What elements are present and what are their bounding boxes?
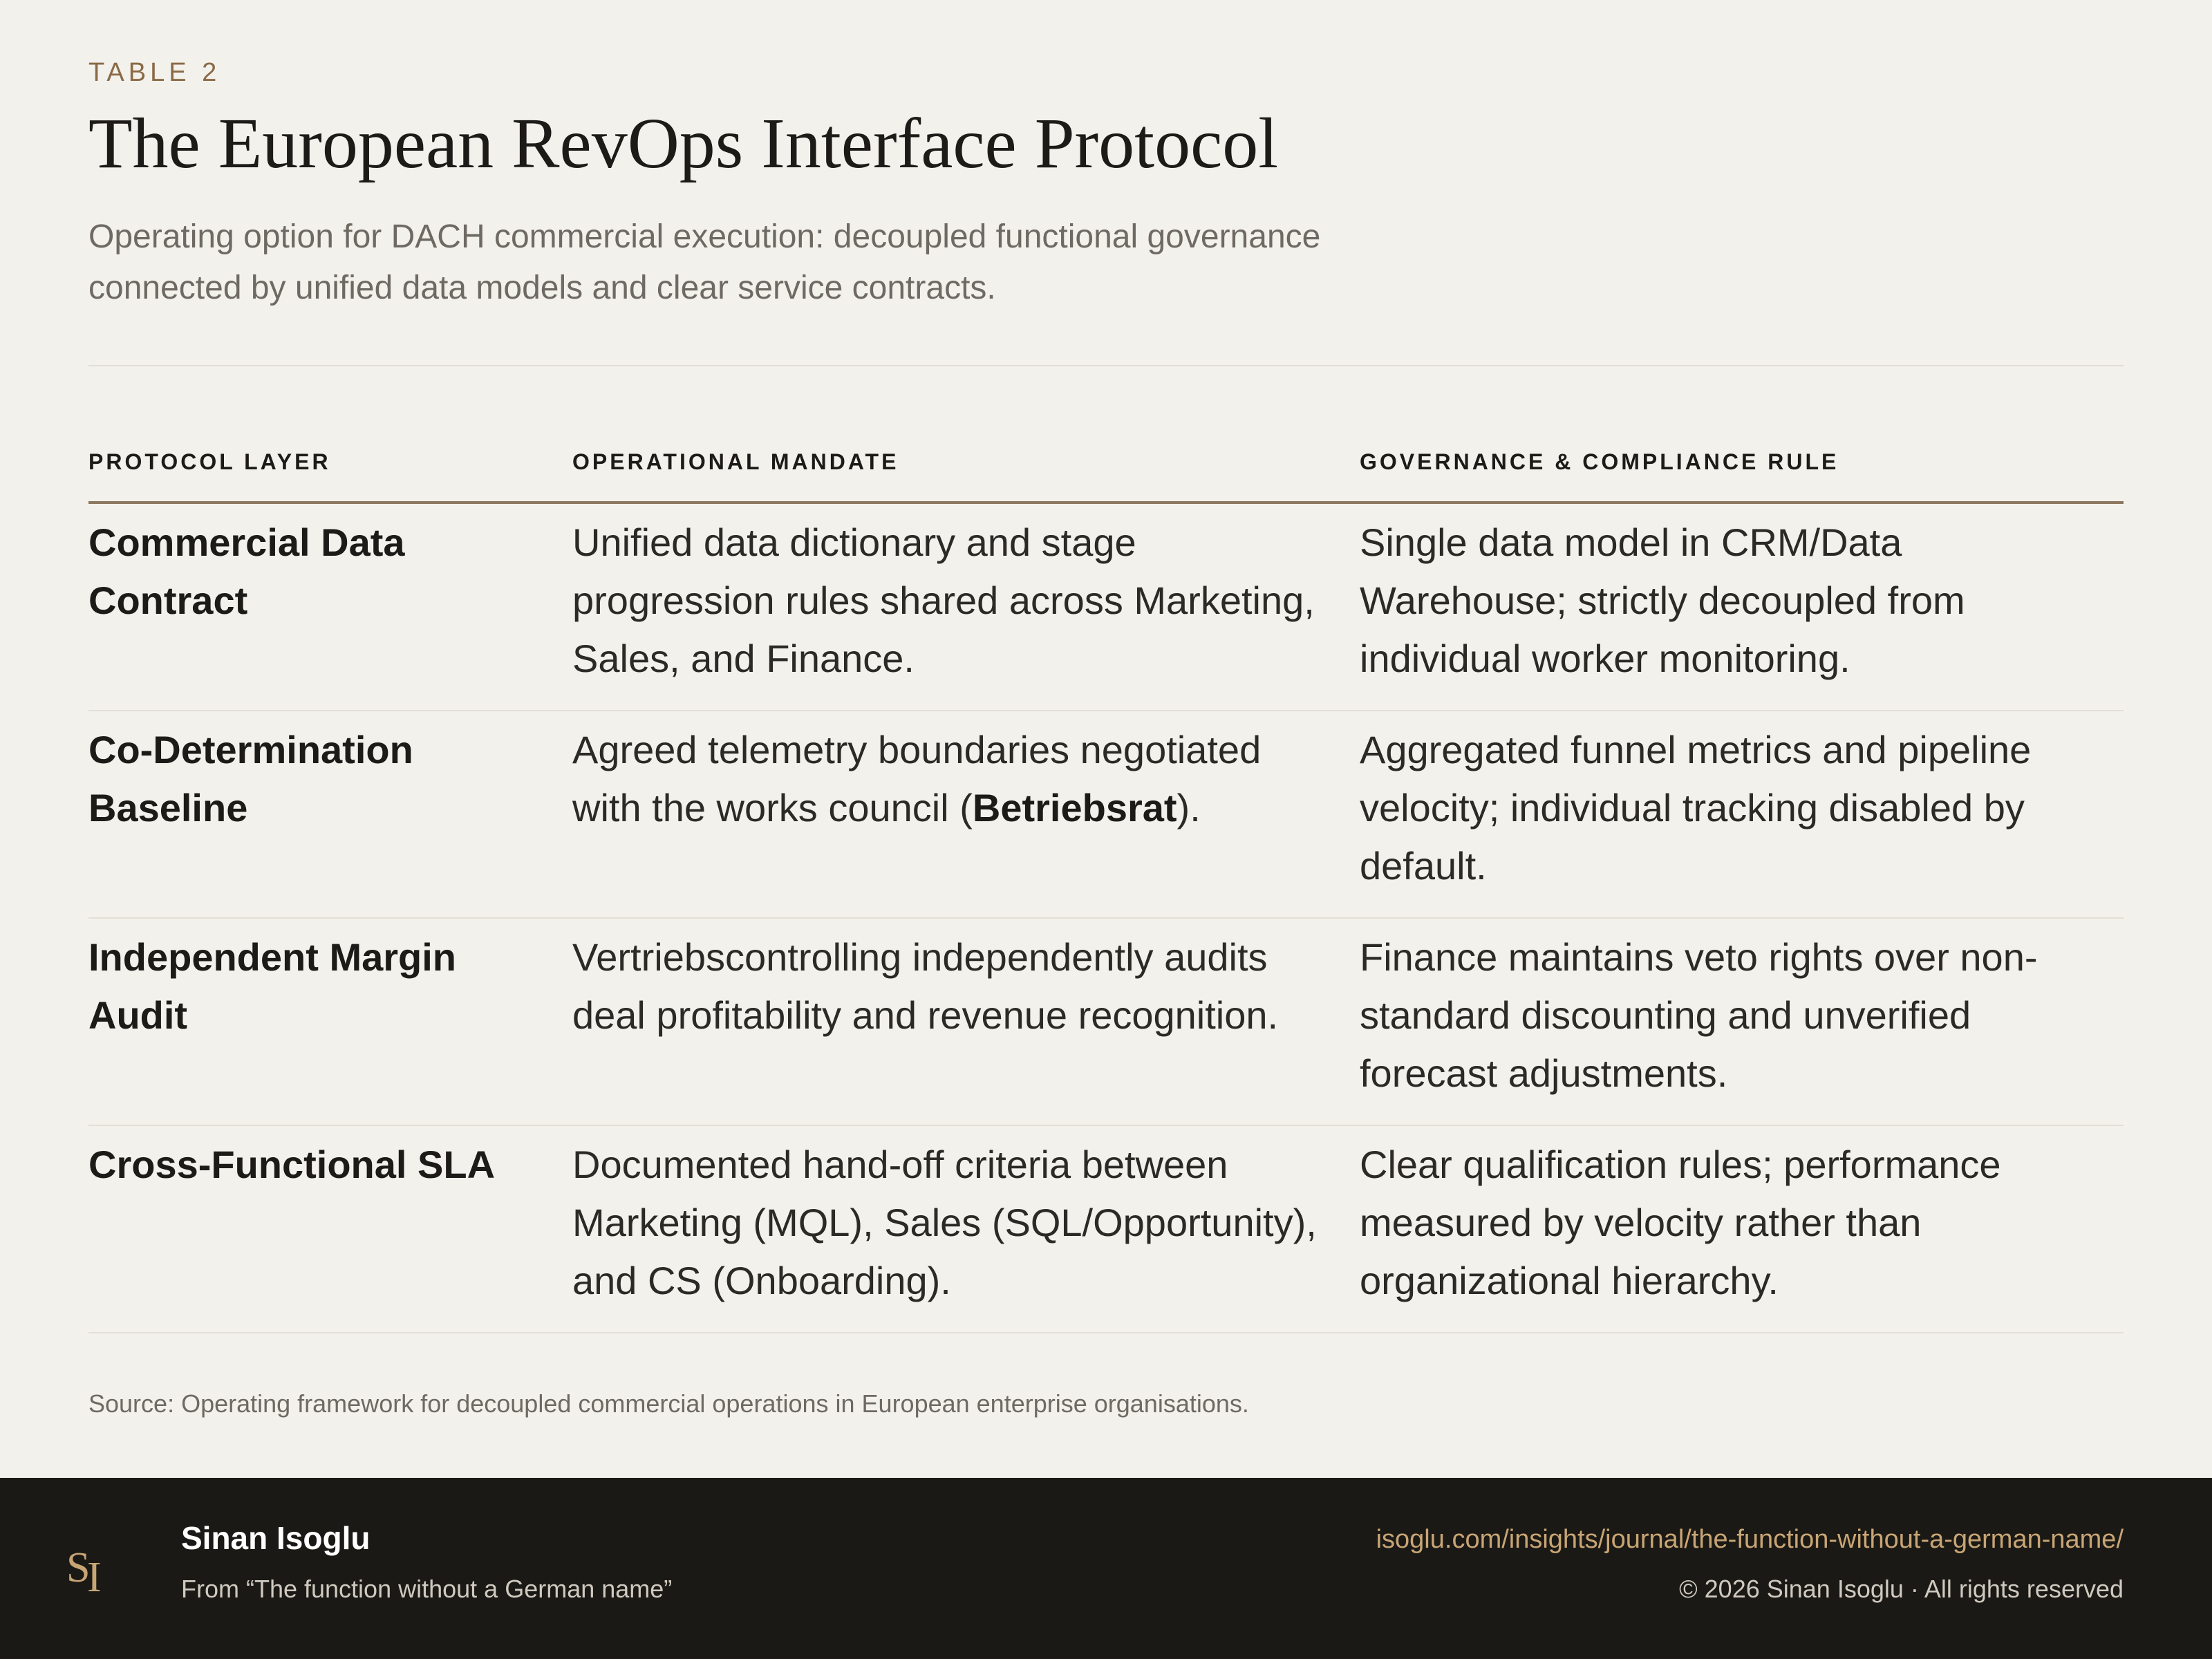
- table-row: [88, 711, 2124, 918]
- author-name: Sinan Isoglu: [181, 1520, 371, 1556]
- operational-mandate-cell: Vertriebscontrolling independently audits deal profitability and revenue recognition.: [572, 918, 1360, 1125]
- monogram-letter-i: I: [87, 1554, 102, 1601]
- governance-rule-cell: Single data model in CRM/Data Warehouse; strictly decoupled from individual worker monitoring.: [1360, 503, 2124, 711]
- table-row: [88, 1125, 2124, 1333]
- mandate-emphasis: Betriebsrat: [972, 786, 1177, 830]
- monogram-letter-s: S: [66, 1544, 91, 1591]
- protocol-table: [88, 449, 2124, 1333]
- protocol-layer-cell: Independent Margin Audit: [88, 918, 572, 1125]
- operational-mandate-cell: Documented hand-off criteria between Marketing (MQL), Sales (SQL/Opportunity), and CS (Onboarding).: [572, 1125, 1360, 1333]
- monogram-logo: [64, 1539, 119, 1601]
- column-header-protocol-layer: PROTOCOL LAYER: [88, 449, 572, 503]
- page-title: The European RevOps Interface Protocol: [88, 104, 1279, 183]
- governance-rule-cell: Aggregated funnel metrics and pipeline velocity; individual tracking disabled by default.: [1360, 711, 2124, 918]
- article-link[interactable]: isoglu.com/insights/journal/the-function-without-a-german-name/: [1376, 1525, 2124, 1554]
- copyright-notice: © 2026 Sinan Isoglu · All rights reserved: [1679, 1575, 2124, 1603]
- table-row: [88, 503, 2124, 711]
- governance-rule-cell: Clear qualification rules; performance measured by velocity rather than organizational hierarchy.: [1360, 1125, 2124, 1333]
- column-header-governance-rule: GOVERNANCE & COMPLIANCE RULE: [1360, 449, 2124, 503]
- protocol-layer-cell: Cross-Functional SLA: [88, 1125, 572, 1333]
- protocol-layer-cell: Co-Determination Baseline: [88, 711, 572, 918]
- footer: [0, 1478, 2212, 1659]
- table-header-row: [88, 449, 2124, 503]
- column-header-operational-mandate: OPERATIONAL MANDATE: [572, 449, 1360, 503]
- governance-rule-cell: Finance maintains veto rights over non-standard discounting and unverified forecast adjustments.: [1360, 918, 2124, 1125]
- protocol-layer-cell: Commercial Data Contract: [88, 503, 572, 711]
- mandate-text-end: ).: [1177, 786, 1201, 830]
- table-row: [88, 918, 2124, 1125]
- article-source-line: From “The function without a German name”: [181, 1575, 673, 1603]
- source-note: Source: Operating framework for decoupled commercial operations in European enterprise organisations.: [88, 1389, 1249, 1418]
- header-divider: [88, 365, 2124, 366]
- mandate-text: Agreed telemetry boundaries negotiated with the works council (: [572, 728, 1262, 830]
- table-number-label: TABLE 2: [88, 58, 221, 87]
- operational-mandate-cell: Unified data dictionary and stage progression rules shared across Marketing, Sales, and Finance.: [572, 503, 1360, 711]
- operational-mandate-cell: [572, 711, 1360, 918]
- page-subtitle: Operating option for DACH commercial execution: decoupled functional governance connected by unified data models and clear service contracts.: [88, 218, 1321, 306]
